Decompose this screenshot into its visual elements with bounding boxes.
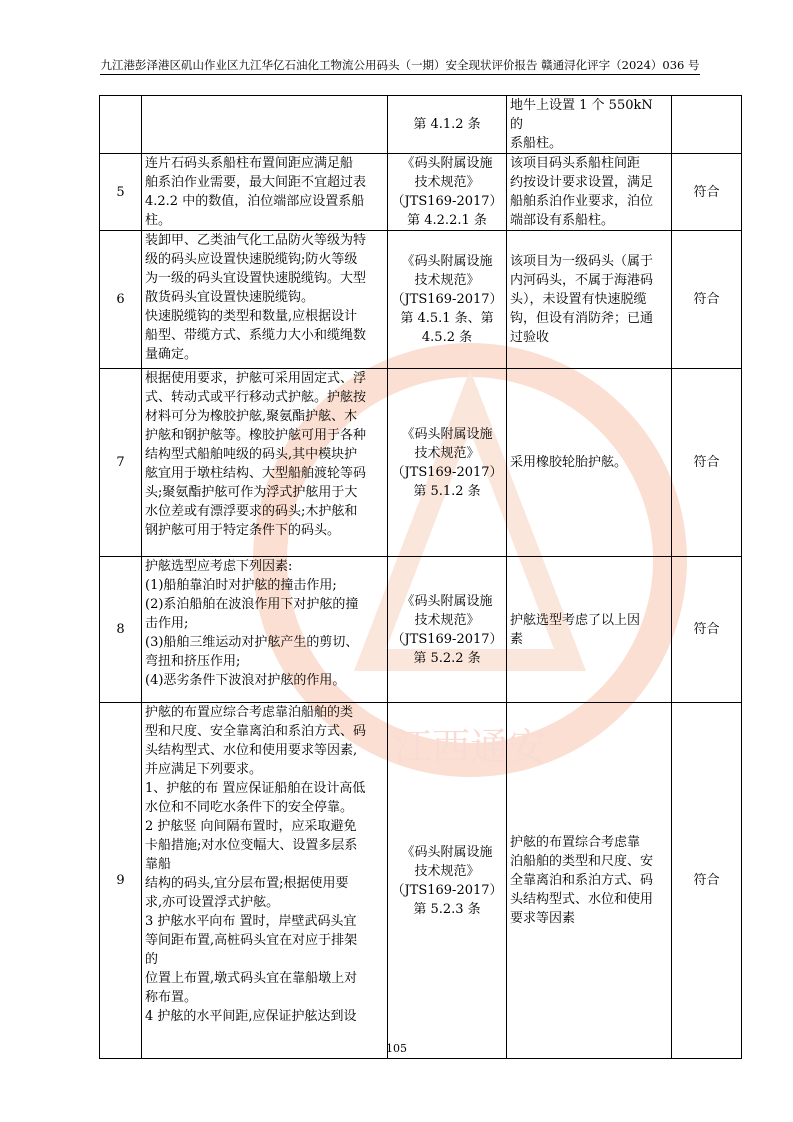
standard-line: （JTS169-2017） xyxy=(391,194,503,209)
standard-cell xyxy=(388,154,507,231)
standard-line: （JTS169-2017） xyxy=(391,631,503,647)
standard-cell xyxy=(388,96,507,154)
requirement-line: 并应满足下列要求。 xyxy=(145,762,263,777)
situation-cell xyxy=(507,231,672,369)
standard-line: （JTS169-2017） xyxy=(391,882,503,898)
page-number: 105 xyxy=(386,1042,407,1055)
standard-line: 《码头附属设施 xyxy=(401,426,493,442)
standard-line: 4.5.2 条 xyxy=(421,330,473,345)
requirement-line: 4 护舷的水平间距,应保证护舷达到设 xyxy=(145,1009,357,1024)
requirement-cell xyxy=(142,231,388,369)
standard-line: 第 4.2.2.1 条 xyxy=(407,213,487,228)
standard-cell xyxy=(388,231,507,369)
situation-cell xyxy=(507,703,672,1059)
standard-line: 第 5.2.3 条 xyxy=(413,901,481,917)
requirement-line: 为一级的码头宜设置快速脱缆钩。大型 xyxy=(145,271,367,286)
requirement-line: 散货码头宜设置快速脱缆钩。 xyxy=(145,290,315,305)
situation-cell xyxy=(507,557,672,703)
situation-line: 头结构型式、水位和使用 xyxy=(510,892,654,907)
requirement-line: 称布置。 xyxy=(145,990,198,1005)
requirement-line: 护舷的布置应综合考虑靠泊船舶的类 xyxy=(145,705,354,720)
requirement-line: 级的码头应设置快速脱缆钩;防火等级 xyxy=(145,252,358,267)
standard-cell xyxy=(388,557,507,703)
standard-line: 技术规范》 xyxy=(414,612,480,628)
requirement-line: 2 护舷竖 向间隔布置时，应采取避免 xyxy=(145,819,357,834)
row-number: 7 xyxy=(100,369,142,557)
requirement-cell xyxy=(142,154,388,231)
requirement-line: 靠船 xyxy=(145,857,172,872)
evaluation-table xyxy=(99,95,742,1059)
page-header: 九江港彭泽港区矶山作业区九江华亿石油化工物流公用码头（一期）安全现状评价报告 赣通浔化评字（2024）036 号 xyxy=(100,58,700,75)
situation-line: 约按设计要求设置，满足 xyxy=(510,175,654,190)
standard-cell xyxy=(388,369,507,557)
result-cell: 符合 xyxy=(672,369,742,557)
standard-line: 第 4.1.2 条 xyxy=(413,117,481,132)
result-cell: 符合 xyxy=(672,703,742,1059)
requirement-line: 3 护舷水平向布 置时，岸壁武码头宜 xyxy=(145,914,357,929)
requirement-line: 型和尺度、安全靠离泊和系泊方式、码 xyxy=(145,724,367,739)
result-cell: 符合 xyxy=(672,154,742,231)
standard-line: 第 4.5.1 条、第 xyxy=(400,311,494,326)
situation-line: 泊船舶的类型和尺度、安 xyxy=(510,854,654,869)
result-cell: 符合 xyxy=(672,557,742,703)
situation-line: 钩，但设有消防斧；已通 xyxy=(510,311,654,326)
standard-line: （JTS169-2017） xyxy=(391,292,503,307)
standard-line: （JTS169-2017） xyxy=(391,464,503,480)
row-number: 8 xyxy=(100,557,142,703)
standard-line: 《码头附属设施 xyxy=(401,254,493,269)
situation-line: 内河码头，不属于海港码 xyxy=(510,273,654,288)
requirement-line: 4.2.2 中的数值，泊位端部应设置系船 xyxy=(145,194,365,209)
situation-line: 端部设有系船柱。 xyxy=(510,213,615,228)
requirement-line: 1、护舷的布 置应保证船舶在设计高低 xyxy=(145,781,366,796)
requirement-line: 结构型式船舶吨级的码头,其中模块护 xyxy=(145,447,358,462)
standard-line: 《码头附属设施 xyxy=(401,593,493,609)
requirement-line: 连片石码头系船柱布置间距应满足船 xyxy=(145,156,354,171)
requirement-line: 根据使用要求，护舷可采用固定式、浮 xyxy=(145,371,367,386)
table-row xyxy=(100,231,742,369)
row-number: 9 xyxy=(100,703,142,1059)
row-number: 5 xyxy=(100,154,142,231)
requirement-line: 护舷和钢护舷等。橡胶护舷可用于各种 xyxy=(145,428,367,443)
requirement-line: 舷宜用于墩柱结构、大型船舶渡轮等码 xyxy=(145,466,367,481)
row-number: 6 xyxy=(100,231,142,369)
requirement-line: (1)船舶靠泊时对护舷的撞击作用; xyxy=(145,578,337,593)
requirement-line: (4)恶劣条件下波浪对护舷的作用。 xyxy=(145,673,346,688)
table-row xyxy=(100,96,742,154)
watermark-text: 江西通安 xyxy=(393,727,547,769)
requirement-cell xyxy=(142,96,388,154)
situation-line: 船舶系泊作业要求，泊位 xyxy=(510,194,654,209)
situation-line: 全靠离泊和系泊方式、码 xyxy=(510,873,654,888)
requirement-line: 材料可分为橡胶护舷,聚氨酯护舷、木 xyxy=(145,409,358,424)
situation-cell xyxy=(507,96,672,154)
requirement-line: 等间距布置,高桩码头宜在对应于排架 xyxy=(145,933,358,948)
requirement-line: (3)船舶三维运动对护舷产生的剪切、 xyxy=(145,635,359,650)
standard-line: 第 5.2.2 条 xyxy=(413,650,481,666)
requirement-line: 求,亦可设置浮式护舷。 xyxy=(145,895,280,910)
situation-line: 护舷选型考虑了以上因 xyxy=(510,612,641,628)
situation-cell xyxy=(507,369,672,557)
situation-line: 素 xyxy=(510,631,524,647)
situation-line: 地牛上设置 1 个 550kN 的 xyxy=(510,98,653,132)
requirement-line: 钢护舷可用于特定条件下的码头。 xyxy=(145,523,341,538)
standard-line: 第 5.1.2 条 xyxy=(413,483,481,499)
situation-line: 采用橡胶轮胎护舷。 xyxy=(510,455,628,470)
requirement-line: 快速脱缆钩的类型和数量,应根据设计 xyxy=(145,309,358,324)
situation-line: 护舷的布置综合考虑靠 xyxy=(510,835,641,850)
result-cell xyxy=(672,96,742,154)
table-row xyxy=(100,703,742,1059)
requirement-cell xyxy=(142,369,388,557)
table-row xyxy=(100,557,742,703)
requirement-line: 结构的码头,宜分层布置;根据使用要 xyxy=(145,876,349,891)
result-cell: 符合 xyxy=(672,231,742,369)
situation-line: 过验收 xyxy=(510,330,550,345)
requirement-line: 的 xyxy=(145,952,159,967)
requirement-line: 舶系泊作业需要，最大间距不宜超过表 xyxy=(145,175,367,190)
situation-line: 系船柱。 xyxy=(510,136,563,151)
requirement-line: 船型、带缆方式、系缆力大小和缆绳数 xyxy=(145,328,367,343)
requirement-cell xyxy=(142,557,388,703)
situation-cell xyxy=(507,154,672,231)
requirement-line: 位置上布置,墩式码头宜在靠船墩上对 xyxy=(145,971,358,986)
requirement-line: 柱。 xyxy=(145,213,172,228)
table-row xyxy=(100,154,742,231)
requirement-line: 水位差或有漂浮要求的码头;木护舷和 xyxy=(145,504,358,519)
situation-line: 该项目码头系船柱间距 xyxy=(510,156,641,171)
situation-line: 头），未设置有快速脱缆 xyxy=(510,292,647,307)
standard-cell xyxy=(388,703,507,1059)
requirement-line: (2)系泊船舶在波浪作用下对护舷的撞 xyxy=(145,597,359,612)
requirement-line: 护舷选型应考虑下列因素: xyxy=(145,559,293,574)
table-body xyxy=(100,96,742,1059)
standard-line: 技术规范》 xyxy=(414,445,480,461)
requirement-line: 装卸甲、乙类油气化工品防火等级为特 xyxy=(145,233,367,248)
standard-line: 技术规范》 xyxy=(414,273,480,288)
standard-line: 技术规范》 xyxy=(414,863,480,879)
situation-line: 该项目为一级码头（属于 xyxy=(510,254,654,269)
requirement-line: 弯扭和挤压作用; xyxy=(145,654,241,669)
requirement-line: 式、转动式或平行移动式护舷。护舷按 xyxy=(145,390,367,405)
standard-line: 《码头附属设施 xyxy=(401,844,493,860)
requirement-line: 量确定。 xyxy=(145,347,198,362)
requirement-line: 头结构型式、水位和使用要求等因素, xyxy=(145,743,358,758)
table-row xyxy=(100,369,742,557)
requirement-line: 头;聚氨酯护舷可作为浮式护舷用于大 xyxy=(145,485,358,500)
situation-line: 要求等因素 xyxy=(510,911,576,926)
row-number xyxy=(100,96,142,154)
standard-line: 技术规范》 xyxy=(414,175,480,190)
requirement-line: 水位和不同吃水条件下的安全停靠。 xyxy=(145,800,354,815)
standard-line: 《码头附属设施 xyxy=(401,156,493,171)
requirement-cell xyxy=(142,703,388,1059)
requirement-line: 卡船措施;对水位变幅大、设置多层系 xyxy=(145,838,358,853)
requirement-line: 击作用; xyxy=(145,616,189,631)
